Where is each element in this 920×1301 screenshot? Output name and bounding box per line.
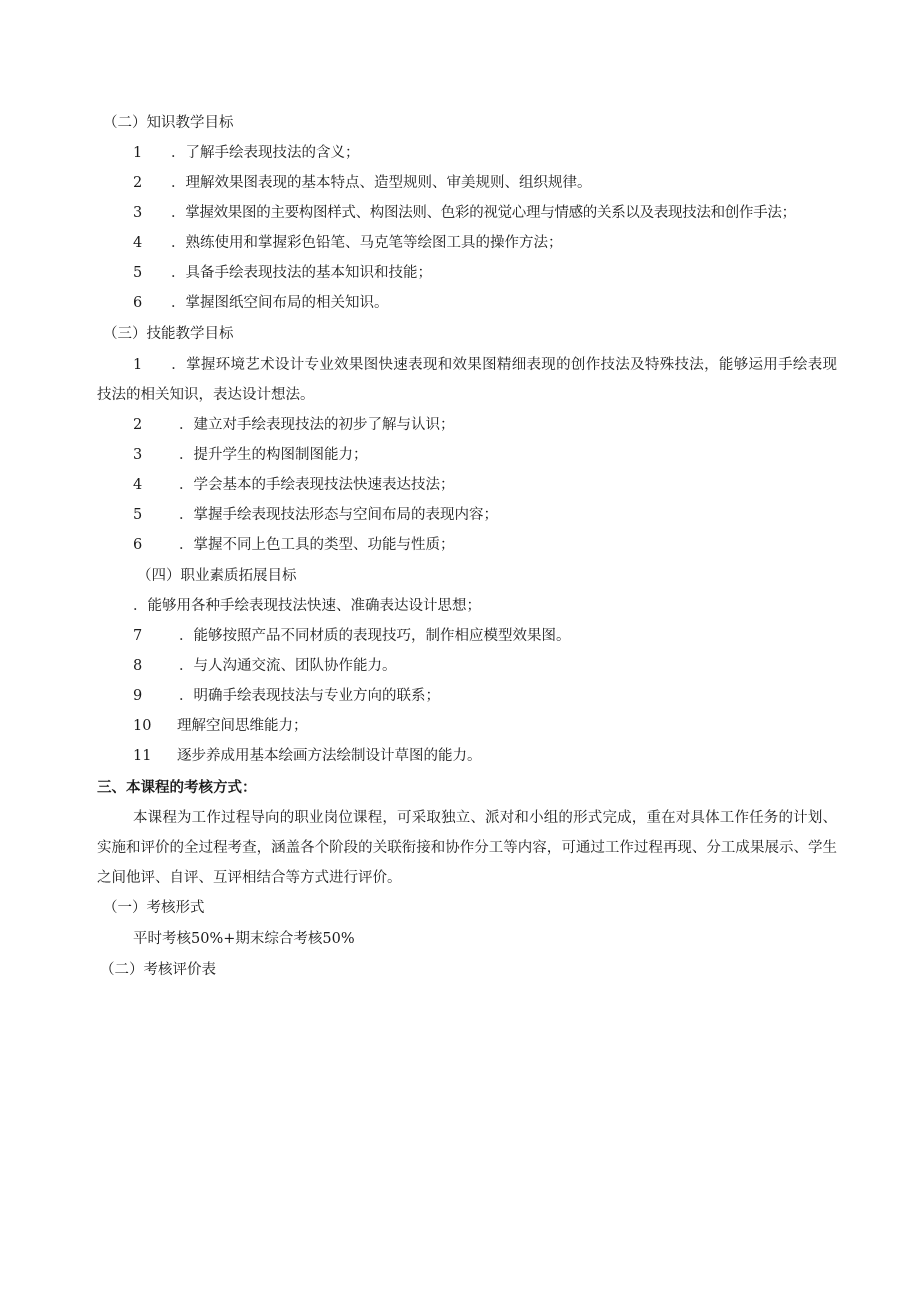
assessment-table-heading: （二）考核评价表 xyxy=(100,962,216,978)
item-number: 6 xyxy=(133,537,143,553)
assessment-heading: 三、本课程的考核方式： xyxy=(97,779,257,796)
item-number: 6 xyxy=(133,295,143,311)
skill-goals-heading: （三）技能教学目标 xyxy=(103,326,234,342)
assessment-form-heading: （一）考核形式 xyxy=(103,900,205,916)
item-number: 2 xyxy=(133,417,143,433)
item-text: ．掌握效果图的主要构图样式、构图法则、色彩的视觉心理与情感的关系以及表现技法和创作手法； xyxy=(171,205,796,221)
item-text: ．能够按照产品不同材质的表现技巧，制作相应模型效果图。 xyxy=(179,628,571,644)
item-text: ．熟练使用和掌握彩色铅笔、马克笔等绘图工具的操作方法； xyxy=(171,235,563,251)
item-number: 5 xyxy=(133,265,143,281)
list-item xyxy=(133,445,368,465)
item-text: ．提升学生的构图制图能力； xyxy=(179,447,368,463)
item-number: 3 xyxy=(133,447,143,463)
item-text: ．理解效果图表现的基本特点、造型规则、审美规则、组织规律。 xyxy=(171,175,592,191)
knowledge-goals-heading: （二）知识教学目标 xyxy=(103,115,234,131)
list-item xyxy=(97,350,837,410)
list-item: ．能够用各种手绘表现技法快速、准确表达设计思想； xyxy=(133,598,481,614)
list-item xyxy=(133,626,571,646)
item-text: ．了解手绘表现技法的含义； xyxy=(171,145,360,161)
list-item xyxy=(133,505,498,525)
assessment-paragraph: 本课程为工作过程导向的职业岗位课程，可采取独立、派对和小组的形式完成，重在对具体工作任务的计划、实施和评价的全过程考查，涵盖各个阶段的关联衔接和协作分工等内容，可通过工作过程再现、分工成果展示、学生之间他评、自评、互评相结合等方式进行评价。 xyxy=(97,810,837,886)
item-text: 逐步养成用基本绘画方法绘制设计草图的能力。 xyxy=(177,748,482,764)
list-item xyxy=(133,535,455,555)
item-number: 1 xyxy=(133,145,143,161)
item-number: 3 xyxy=(133,205,142,221)
item-text: ．明确手绘表现技法与专业方向的联系； xyxy=(179,688,440,704)
item-text: ．掌握环境艺术设计专业效果图快速表现和效果图精细表现的创作技法及特殊技法，能够运用手绘表现技法的相关知识，表达设计想法。 xyxy=(97,357,837,403)
list-item xyxy=(133,656,397,676)
item-text: ．掌握不同上色工具的类型、功能与性质； xyxy=(179,537,455,553)
quality-goals-heading: （四）职业素质拓展目标 xyxy=(137,568,297,584)
list-item xyxy=(133,143,360,163)
item-text: ．掌握手绘表现技法形态与空间布局的表现内容； xyxy=(179,507,498,523)
list-item xyxy=(133,173,592,193)
item-number: 8 xyxy=(133,658,143,674)
item-number: 11 xyxy=(133,748,152,764)
item-text: ．学会基本的手绘表现技法快速表达技法； xyxy=(179,477,455,493)
item-text: ．与人沟通交流、团队协作能力。 xyxy=(179,658,397,674)
item-text: ．具备手绘表现技法的基本知识和技能； xyxy=(171,265,432,281)
list-item xyxy=(133,233,563,253)
list-item xyxy=(133,203,796,223)
item-number: 2 xyxy=(133,175,143,191)
item-text: ．掌握图纸空间布局的相关知识。 xyxy=(171,295,389,311)
item-number: 1 xyxy=(133,357,143,373)
item-number: 7 xyxy=(133,628,143,644)
item-text: ．建立对手绘表现技法的初步了解与认识； xyxy=(179,417,455,433)
list-item xyxy=(133,686,440,706)
list-item xyxy=(133,746,482,766)
assessment-form-text: 平时考核50%+期末综合考核50% xyxy=(133,931,355,947)
list-item xyxy=(133,475,455,495)
item-number: 10 xyxy=(133,718,152,734)
list-item xyxy=(133,415,455,435)
list-item xyxy=(133,263,432,283)
list-item xyxy=(133,716,308,736)
list-item xyxy=(133,293,389,313)
item-text: 理解空间思维能力； xyxy=(177,718,308,734)
item-number: 9 xyxy=(133,688,143,704)
item-number: 4 xyxy=(133,477,143,493)
item-number: 5 xyxy=(133,507,143,523)
item-number: 4 xyxy=(133,235,143,251)
